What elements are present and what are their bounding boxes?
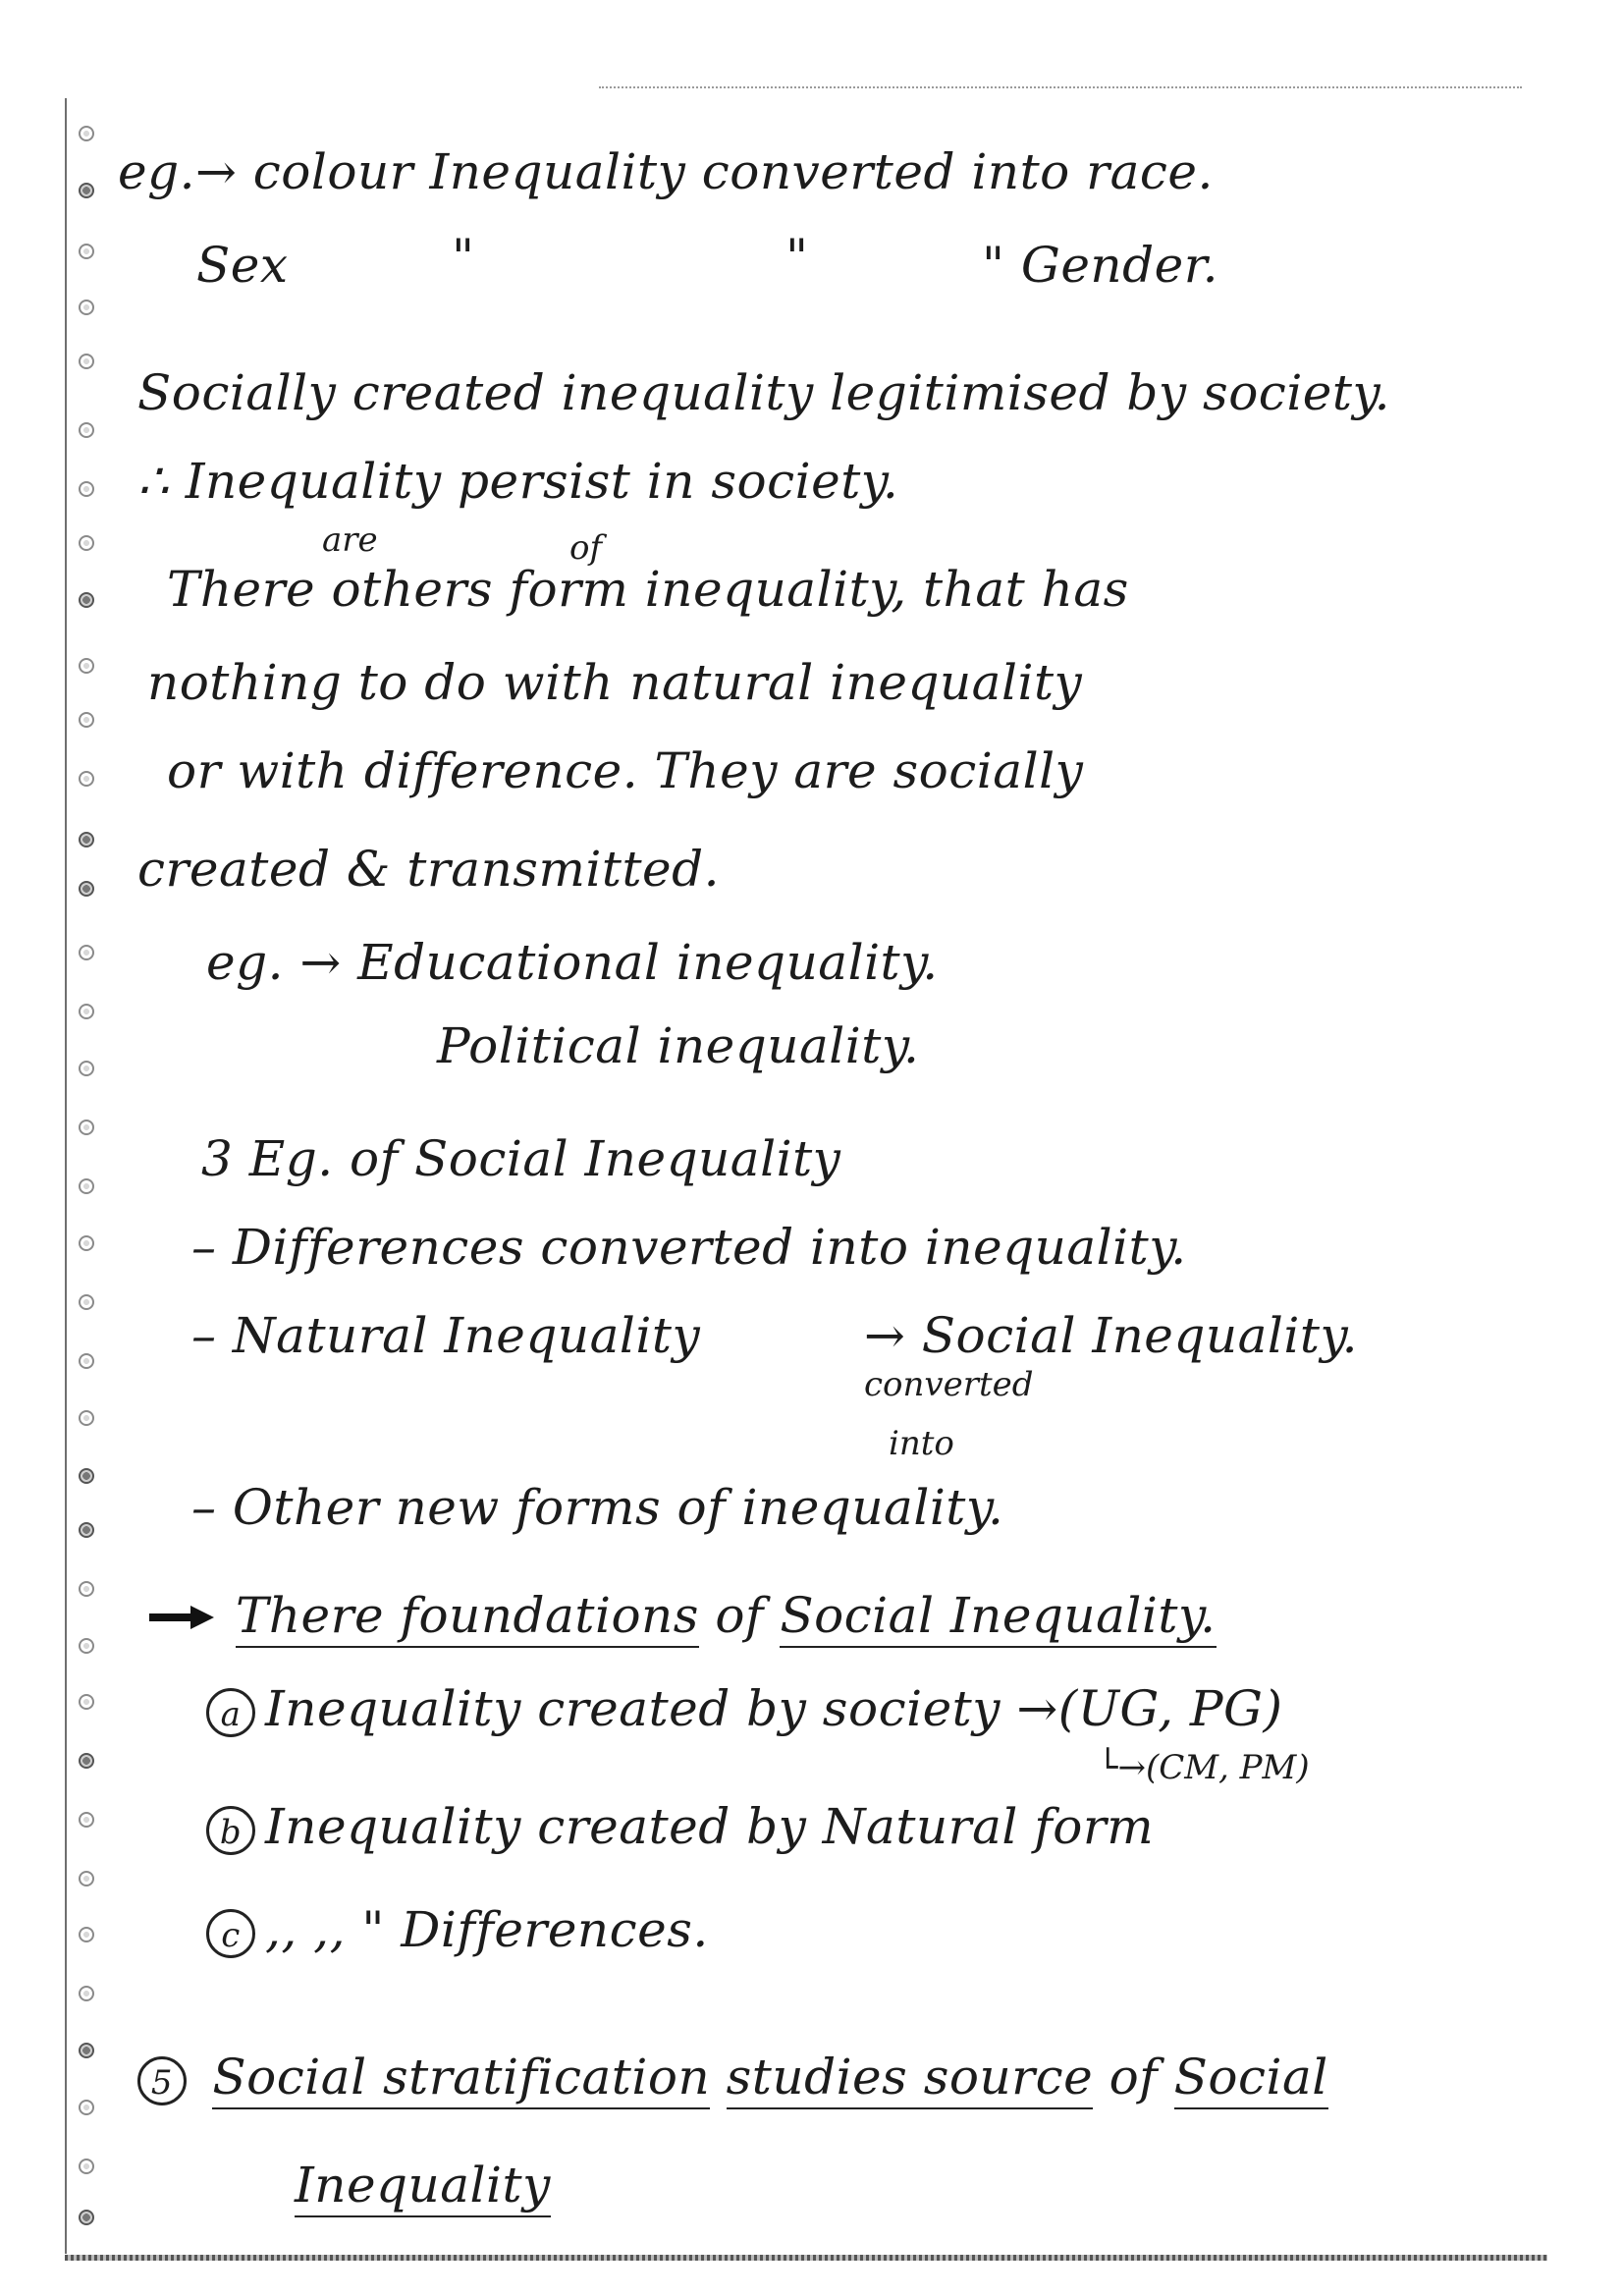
note-line-6: nothing to do with natural inequality (147, 654, 1083, 711)
note-line-13-social: → Social Inequality. (864, 1307, 1358, 1364)
binder-hole (79, 2210, 94, 2225)
circled-a: a (206, 1688, 255, 1737)
bold-right-arrow-icon (147, 1603, 216, 1632)
note-line-4: ∴ Inequality persist in society. (137, 453, 899, 510)
insertion-are: are (322, 520, 378, 560)
insertion-of: of (569, 528, 603, 568)
binder-hole (79, 1120, 94, 1135)
binder-hole (79, 1294, 94, 1310)
binder-hole (79, 832, 94, 847)
note-line-16-text: Inequality created by society →(UG, PG) (265, 1680, 1283, 1737)
into-label: into (889, 1424, 954, 1463)
underlined-inequality: Inequality (295, 2157, 551, 2217)
underlined-social-inequality: Social Inequality. (780, 1587, 1216, 1648)
binder-hole (79, 771, 94, 787)
binder-hole (79, 1061, 94, 1076)
binder-hole (79, 126, 94, 141)
word-of: of (1109, 2049, 1159, 2105)
underlined-studies-source: studies source (727, 2049, 1094, 2109)
note-line-12: – Differences converted into inequality. (191, 1219, 1187, 1276)
binder-hole (79, 354, 94, 369)
note-line-2-sex: Sex (196, 237, 289, 294)
binder-hole (79, 881, 94, 897)
note-line-8: created & transmitted. (137, 841, 721, 898)
bottom-edge-line (65, 2255, 1547, 2261)
note-line-19 (137, 2048, 1328, 2106)
binder-hole (79, 1468, 94, 1484)
binder-hole (79, 1812, 94, 1828)
binder-hole (79, 1871, 94, 1886)
ditto-mark: " (785, 229, 809, 286)
binder-hole (79, 945, 94, 960)
circled-c: c (206, 1909, 255, 1958)
note-line-18-text: ,, ,, " Differences. (265, 1901, 709, 1958)
binder-hole (79, 1004, 94, 1019)
binder-hole (79, 422, 94, 438)
note-line-16 (206, 1679, 1282, 1738)
binder-hole (79, 592, 94, 608)
note-line-1: eg.→ colour Inequality converted into race. (118, 143, 1214, 200)
binder-hole (79, 1638, 94, 1654)
binder-hole (79, 2159, 94, 2174)
converted-label: converted (864, 1365, 1034, 1404)
note-line-18 (206, 1900, 709, 1959)
note-line-16-sub: └→(CM, PM) (1098, 1748, 1310, 1787)
binder-hole (79, 1986, 94, 2001)
note-line-13-natural: – Natural Inequality (191, 1307, 701, 1364)
binder-hole (79, 658, 94, 674)
circled-5: 5 (137, 2056, 187, 2105)
note-line-20 (295, 2156, 551, 2214)
circled-b: b (206, 1806, 255, 1855)
note-line-17-text: Inequality created by Natural form (265, 1798, 1155, 1855)
top-margin-line (599, 86, 1522, 88)
underlined-social: Social (1174, 2049, 1328, 2109)
note-line-9: eg. → Educational inequality. (206, 934, 939, 991)
binder-hole (79, 244, 94, 259)
binder-hole (79, 1581, 94, 1597)
binder-hole (79, 535, 94, 551)
underlined-there-foundations: There foundations (236, 1587, 699, 1648)
note-line-7: or with difference. They are socially (167, 742, 1084, 799)
binder-hole (79, 1235, 94, 1251)
note-line-5: There others form inequality, that has (167, 561, 1129, 618)
binder-hole (79, 2100, 94, 2115)
note-line-2-gender: " Gender. (982, 237, 1219, 294)
binder-hole (79, 1353, 94, 1369)
note-line-11: 3 Eg. of Social Inequality (201, 1130, 841, 1187)
note-line-15 (236, 1586, 1217, 1645)
binder-hole (79, 183, 94, 198)
underlined-social-stratification: Social stratification (212, 2049, 710, 2109)
word-of: of (715, 1587, 764, 1644)
binder-hole (79, 1178, 94, 1194)
binder-hole (79, 2043, 94, 2058)
binder-hole (79, 1522, 94, 1538)
note-line-10: Political inequality. (437, 1017, 920, 1074)
binder-hole (79, 1694, 94, 1710)
ditto-mark: " (452, 229, 475, 286)
note-line-17 (206, 1797, 1154, 1856)
note-line-14: – Other new forms of inequality. (191, 1479, 1004, 1536)
binder-hole (79, 1927, 94, 1942)
binder-hole (79, 712, 94, 728)
binder-hole (79, 481, 94, 497)
binder-hole (79, 300, 94, 315)
note-line-3: Socially created inequality legitimised by society. (137, 364, 1390, 421)
left-margin-line (65, 98, 67, 2254)
binder-hole (79, 1753, 94, 1769)
binder-hole (79, 1410, 94, 1426)
